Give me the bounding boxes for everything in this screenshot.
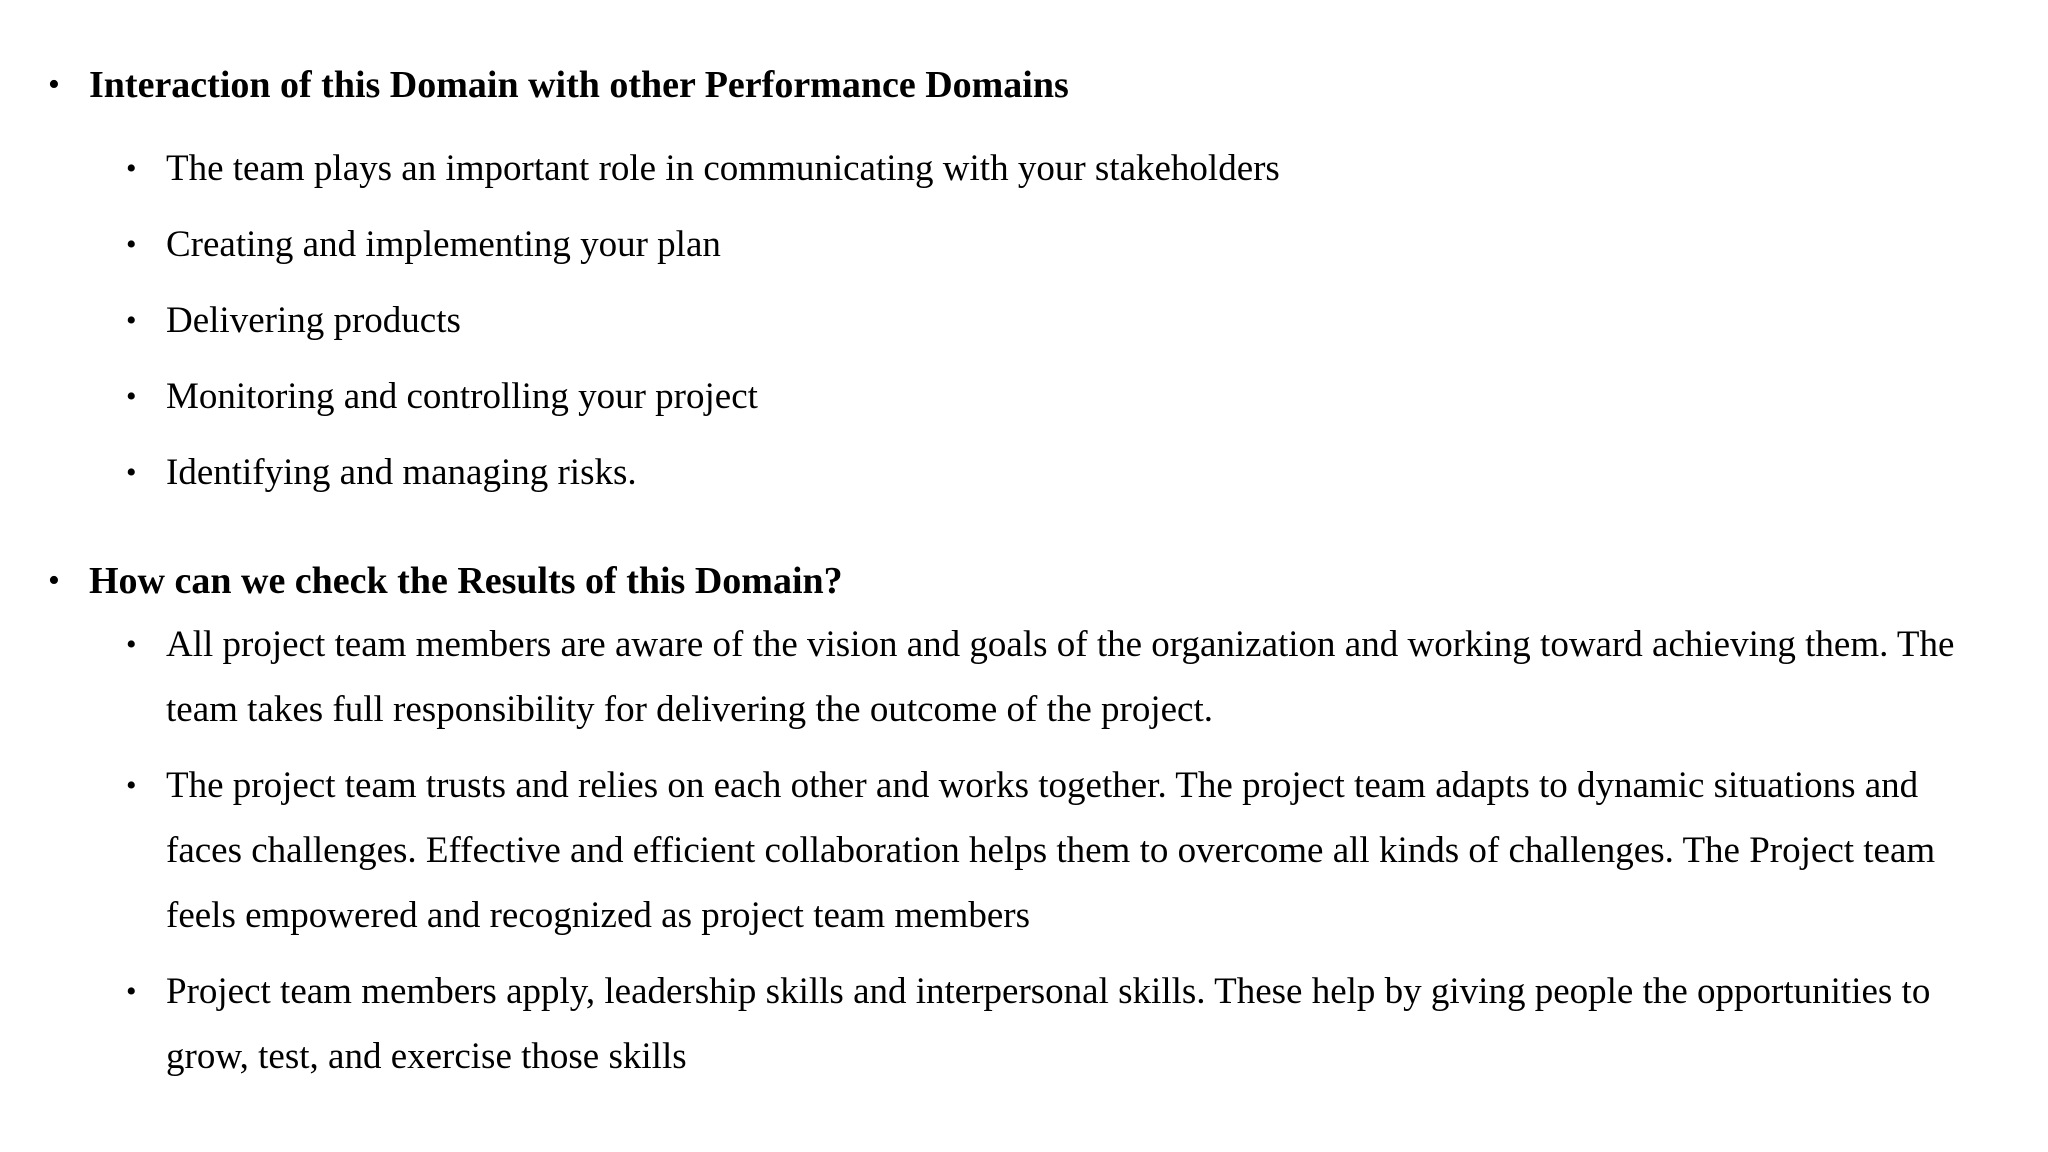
heading-text: Interaction of this Domain with other Performance Domains — [89, 64, 1069, 106]
list-item-text: Creating and implementing your plan — [166, 224, 721, 265]
list-item-text: The project team trusts and relies on each other and works together. The project team adapts to dynamic situations and faces challenges. Effective and efficient collaboration helps them to overcome all kinds of challenges. The Project team feels empowered and recognized as project team members — [166, 765, 1936, 936]
bullet-icon: • — [126, 380, 137, 413]
section-heading — [0, 60, 2048, 110]
list-item — [0, 959, 1976, 1089]
bullet-icon: • — [126, 228, 137, 261]
list-item — [0, 753, 1976, 948]
bullet-icon: • — [126, 304, 137, 337]
list-item-text: All project team members are aware of the vision and goals of the organization and working toward achieving them. The team takes full responsibility for delivering the outcome of the project. — [166, 624, 1955, 730]
list-item-text: The team plays an important role in communicating with your stakeholders — [166, 148, 1280, 189]
bullet-icon: • — [126, 769, 137, 802]
section-check-results — [0, 556, 2048, 1089]
list-item — [0, 364, 1976, 429]
list-item-text: Identifying and managing risks. — [166, 452, 637, 493]
list-item — [0, 612, 1976, 742]
list-item-text: Monitoring and controlling your project — [166, 376, 758, 417]
bullet-icon: • — [48, 66, 60, 103]
bullet-icon: • — [126, 975, 137, 1008]
list-item-text: Delivering products — [166, 300, 461, 341]
bullet-icon: • — [48, 562, 60, 599]
list-item-text: Project team members apply, leadership skills and interpersonal skills. These help by giving people the opportunities to grow, test, and exercise those skills — [166, 971, 1931, 1077]
section-heading — [0, 556, 2048, 606]
bullet-icon: • — [126, 152, 137, 185]
list-item — [0, 212, 1976, 277]
bullet-icon: • — [126, 628, 137, 661]
list-item — [0, 136, 1976, 201]
heading-text: How can we check the Results of this Domain? — [89, 560, 843, 602]
section-domain-interaction — [0, 60, 2048, 505]
list-item — [0, 288, 1976, 353]
bullet-icon: • — [126, 456, 137, 489]
list-item — [0, 440, 1976, 505]
